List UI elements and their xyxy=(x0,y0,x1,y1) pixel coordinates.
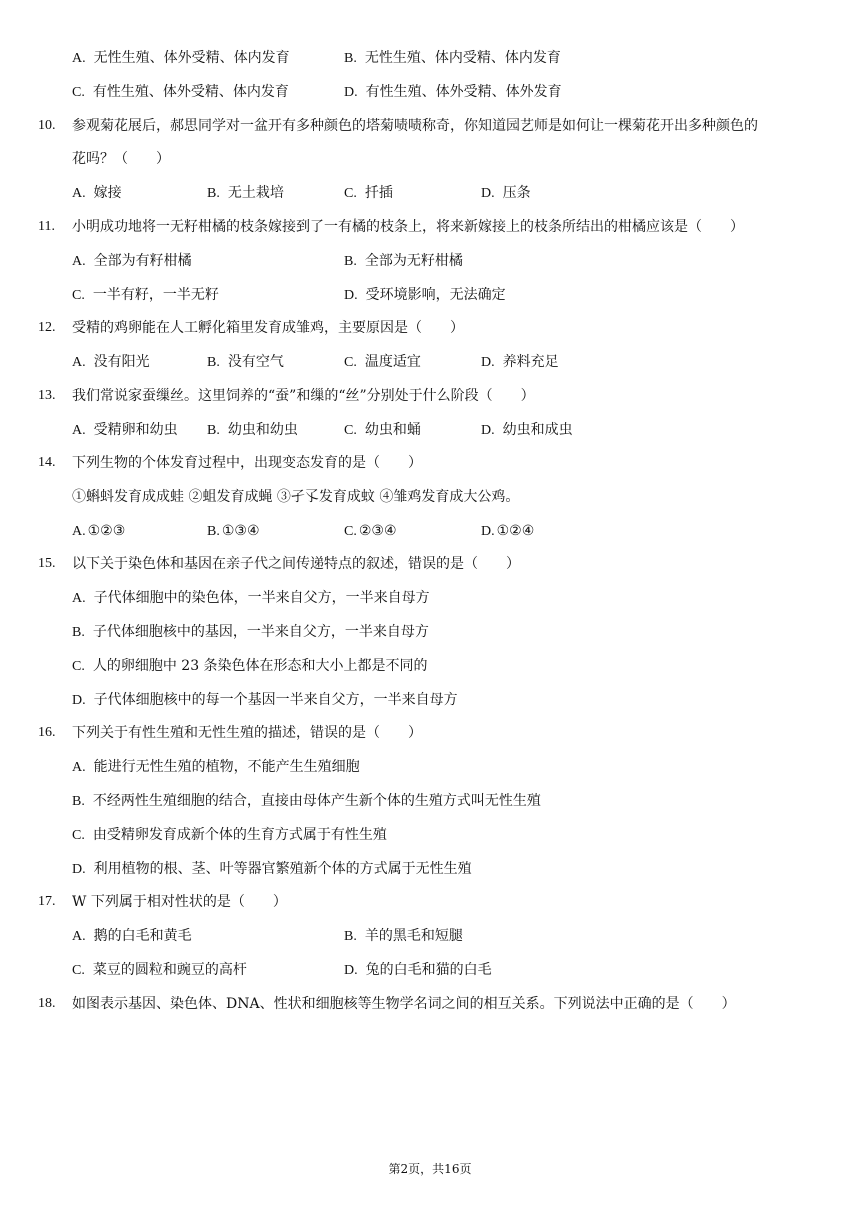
option-c: C. 扦插 xyxy=(344,185,393,201)
option-d: D. 有性生殖、体外受精、体外发育 xyxy=(344,84,562,100)
question-text: 我们常说家蚕缫丝。这里饲养的“蚕”和缫的“丝”分别处于什么阶段（ ） xyxy=(72,388,535,404)
option-d: D. 养料充足 xyxy=(481,354,559,370)
option-d: D. 利用植物的根、茎、叶等器官繁殖新个体的方式属于无性生殖 xyxy=(72,861,472,877)
question-number: 13. xyxy=(38,388,56,403)
option-a: A. 全部为有籽柑橘 xyxy=(72,253,192,269)
option-d: D. ①②④ xyxy=(481,523,535,539)
option-c: C. 人的卵细胞中 23 条染色体在形态和大小上都是不同的 xyxy=(72,658,428,674)
question-number: 15. xyxy=(38,556,56,571)
option-c: C. 幼虫和蛹 xyxy=(344,422,421,438)
question-number: 11. xyxy=(38,219,55,234)
question-text: 参观菊花展后，郝思同学对一盆开有多种颜色的塔菊啧啧称奇，你知道园艺师是如何让一棵菊花开出多种颜色的 xyxy=(72,118,758,134)
option-a: A. 受精卵和幼虫 xyxy=(72,422,178,438)
question-number: 12. xyxy=(38,320,56,335)
option-c: C. 菜豆的圆粒和豌豆的高杆 xyxy=(72,962,247,978)
option-c: C. 有性生殖、体外受精、体内发育 xyxy=(72,84,289,100)
page-footer: 第2页，共16页 xyxy=(388,1162,472,1176)
option-d: D. 压条 xyxy=(481,185,531,201)
option-b: B. 无土栽培 xyxy=(207,185,284,201)
question-number: 16. xyxy=(38,725,56,740)
option-b: B. 无性生殖、体内受精、体内发育 xyxy=(344,50,561,66)
question-number: 18. xyxy=(38,996,56,1011)
question-number: 10. xyxy=(38,118,56,133)
option-b: B. 子代体细胞核中的基因，一半来自父方，一半来自母方 xyxy=(72,624,429,640)
option-a: A. 能进行无性生殖的植物，不能产生生殖细胞 xyxy=(72,759,360,775)
option-b: B. ①③④ xyxy=(207,523,260,539)
question-text: 小明成功地将一无籽柑橘的枝条嫁接到了一有橘的枝条上，将来新嫁接上的枝条所结出的柑橘应该是（ ） xyxy=(72,219,744,235)
option-c: C. 一半有籽，一半无籽 xyxy=(72,287,219,303)
question-text: 下列关于有性生殖和无性生殖的描述，错误的是（ ） xyxy=(72,725,422,741)
option-a: A. 嫁接 xyxy=(72,185,122,201)
question-number: 14. xyxy=(38,455,56,470)
option-d: D. 兔的白毛和猫的白毛 xyxy=(344,962,492,978)
option-d: D. 子代体细胞核中的每一个基因一半来自父方，一半来自母方 xyxy=(72,692,458,708)
option-d: D. 幼虫和成虫 xyxy=(481,422,573,438)
question-text: W 下列属于相对性状的是（ ） xyxy=(72,894,287,910)
question-number: 17. xyxy=(38,894,56,909)
option-b: B. 没有空气 xyxy=(207,354,284,370)
option-a: A. 没有阳光 xyxy=(72,354,150,370)
option-b: B. 羊的黑毛和短腿 xyxy=(344,928,463,944)
option-b: B. 不经两性生殖细胞的结合，直接由母体产生新个体的生殖方式叫无性生殖 xyxy=(72,793,541,809)
option-b: B. 幼虫和幼虫 xyxy=(207,422,298,438)
question-text: 以下关于染色体和基因在亲子代之间传递特点的叙述，错误的是（ ） xyxy=(72,556,520,572)
question-text: 下列生物的个体发育过程中，出现变态发育的是（ ） xyxy=(72,455,422,471)
option-c: C. 温度适宜 xyxy=(344,354,421,370)
question-text: ①蝌蚪发育成成蛙 ②蛆发育成蝇 ③孑孓发育成蚊 ④雏鸡发育成大公鸡。 xyxy=(72,489,520,505)
option-a: A. 无性生殖、体外受精、体内发育 xyxy=(72,50,290,66)
question-text: 花吗？（ ） xyxy=(72,151,170,167)
option-c: C. 由受精卵发育成新个体的生育方式属于有性生殖 xyxy=(72,827,387,843)
option-d: D. 受环境影响，无法确定 xyxy=(344,287,506,303)
option-a: A. 子代体细胞中的染色体，一半来自父方，一半来自母方 xyxy=(72,590,430,606)
option-a: A. 鹅的白毛和黄毛 xyxy=(72,928,192,944)
option-b: B. 全部为无籽柑橘 xyxy=(344,253,463,269)
option-c: C. ②③④ xyxy=(344,523,397,539)
question-text: 受精的鸡卵能在人工孵化箱里发育成雏鸡，主要原因是（ ） xyxy=(72,320,464,336)
option-a: A. ①②③ xyxy=(72,523,126,539)
question-text: 如图表示基因、染色体、DNA、性状和细胞核等生物学名词之间的相互关系。下列说法中正确的是（ ） xyxy=(72,996,736,1012)
